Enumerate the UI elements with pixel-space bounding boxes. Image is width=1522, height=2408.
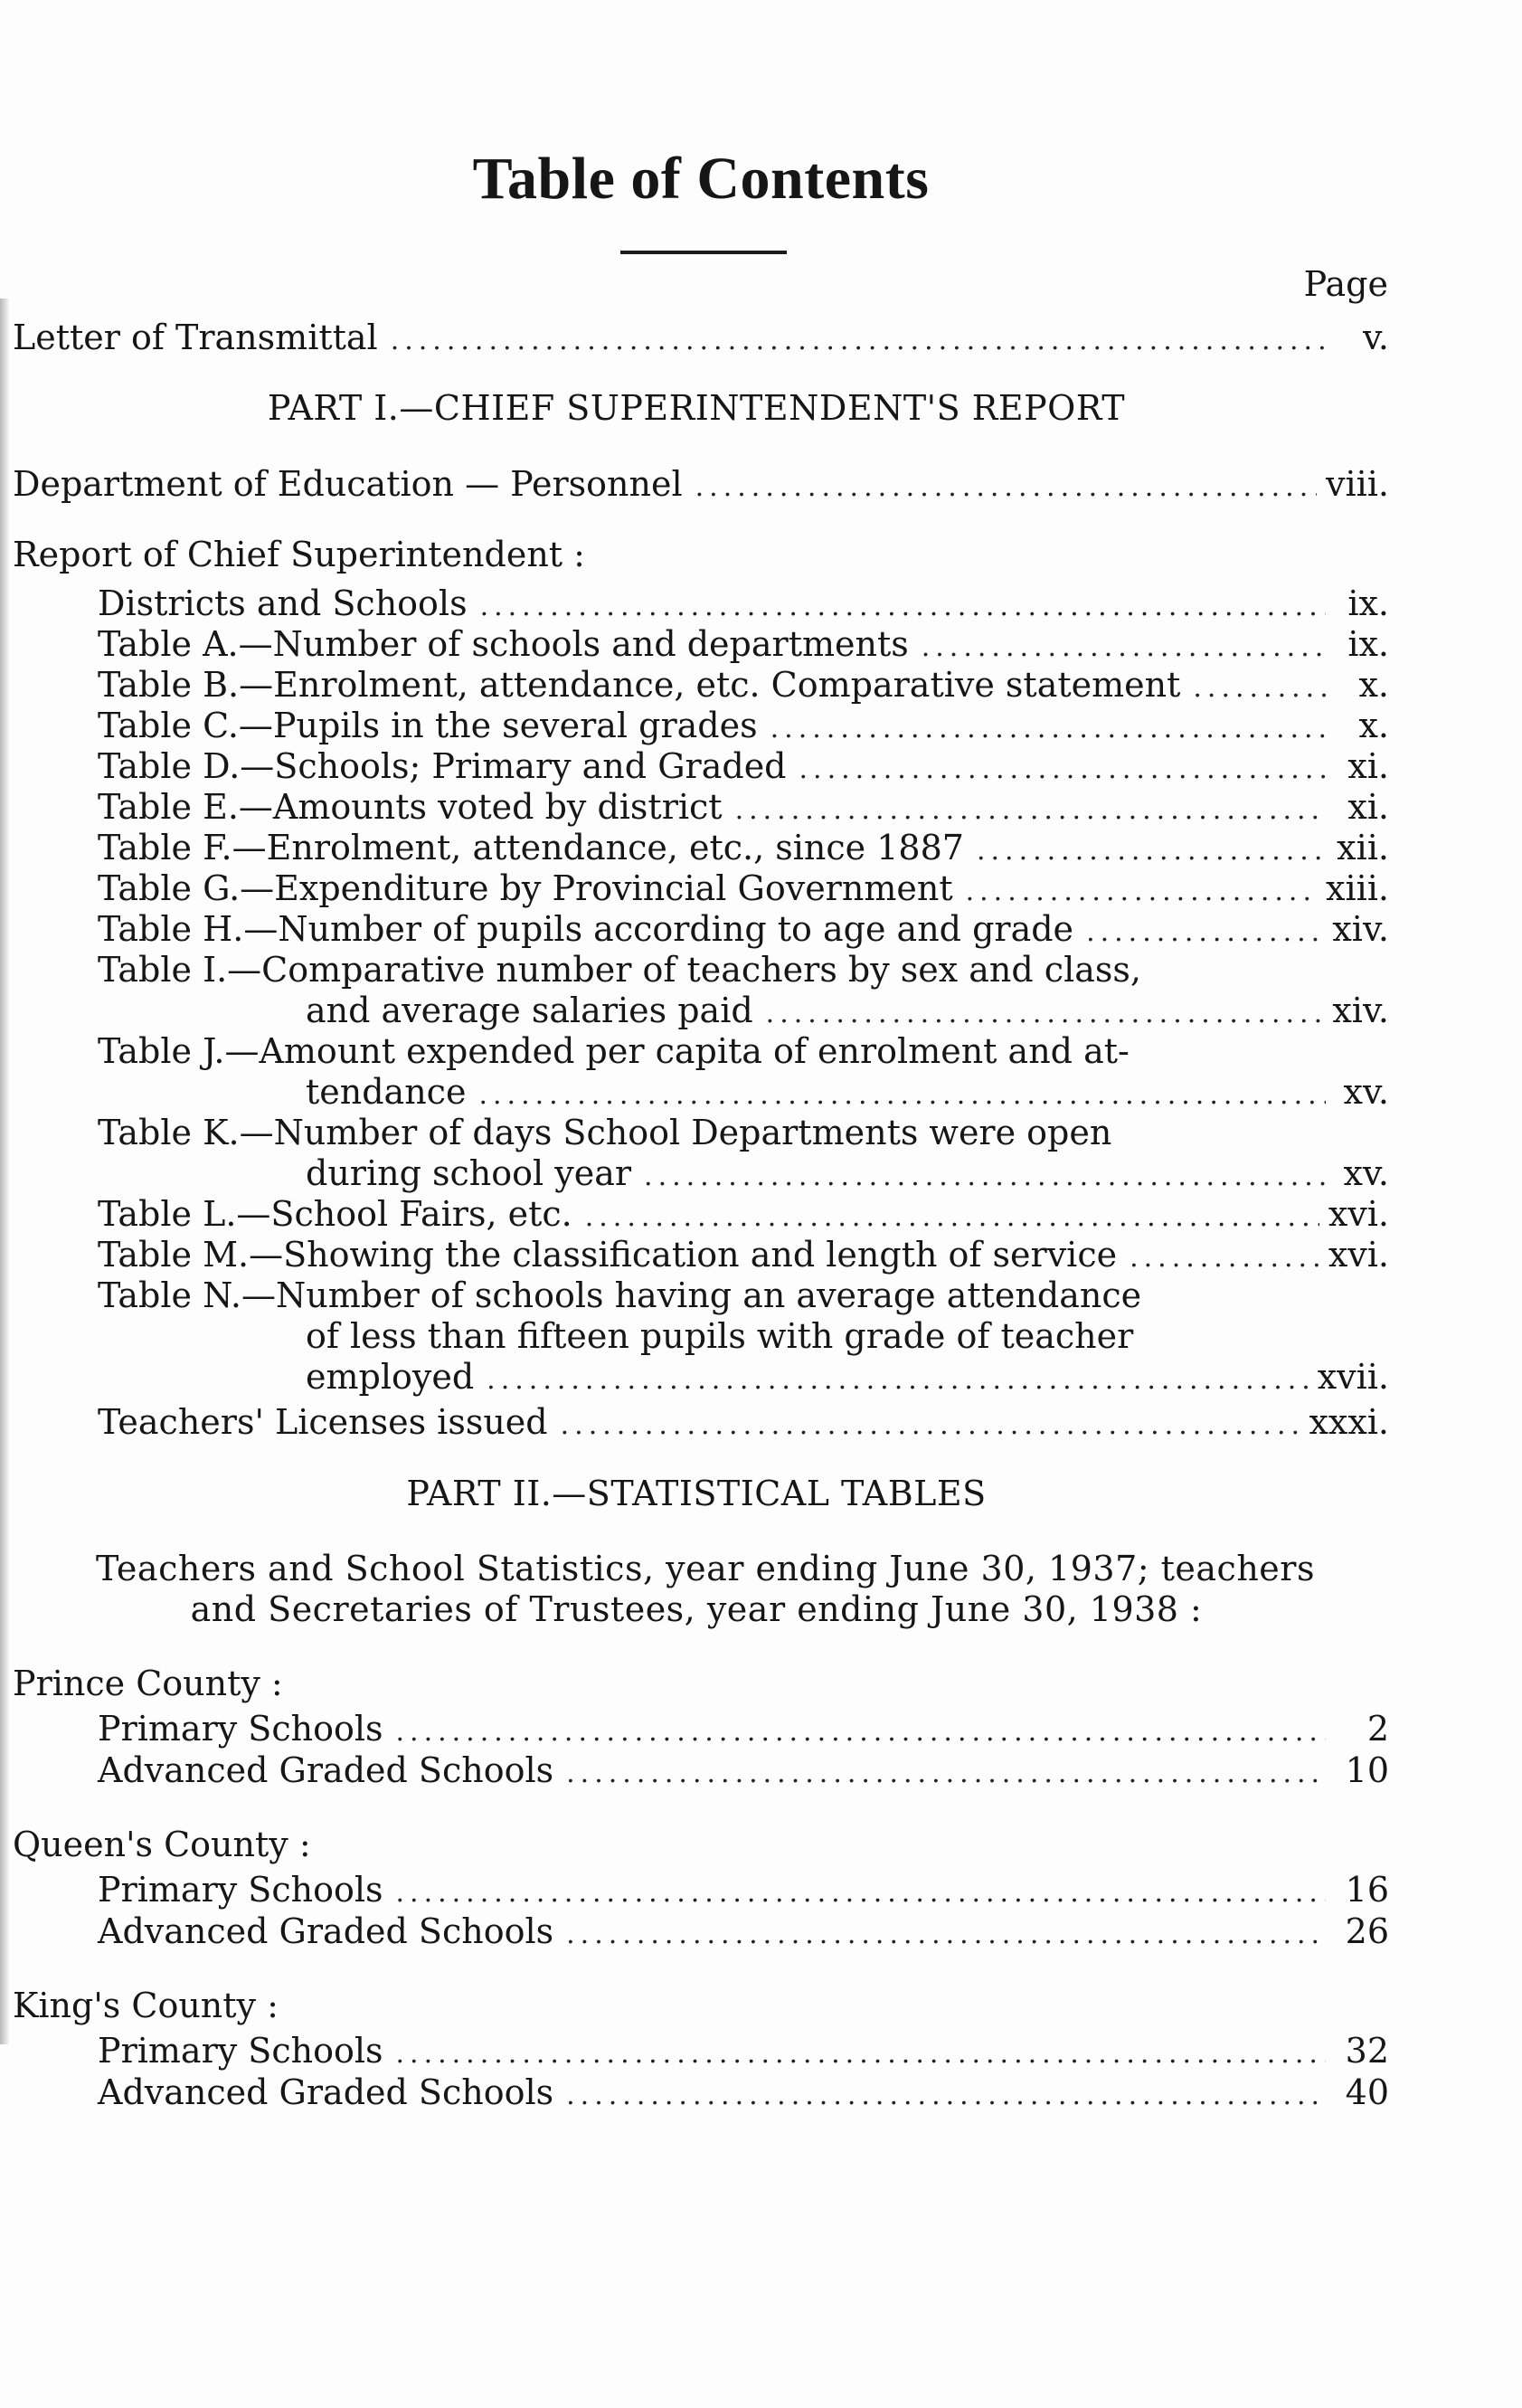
county-heading: Prince County :	[13, 1664, 283, 1703]
toc-entry-label: Table M.—Showing the classification and length of service	[98, 1235, 1118, 1275]
stats-intro-line2: and Secretaries of Trustees, year ending June 30, 1938 :	[190, 1589, 1203, 1629]
county-heading: Queen's County :	[13, 1825, 311, 1864]
toc-entry-page: xv.	[1343, 1072, 1389, 1112]
toc-entry-letter	[13, 315, 1389, 360]
toc-entry-table-k-line1: Table K.—Number of days School Departments were open	[98, 1113, 1112, 1152]
toc-entry-label: Advanced Graded Schools	[98, 1911, 554, 1951]
toc-entry-label: Table G.—Expenditure by Provincial Government	[98, 868, 953, 908]
toc-entry-label: Primary Schools	[98, 1870, 383, 1910]
toc-entry-table-k	[306, 1151, 1389, 1196]
report-heading: Report of Chief Superintendent :	[13, 535, 585, 574]
page-column-heading: Page	[1303, 264, 1388, 304]
toc-entry-label: Table L.—School Fairs, etc.	[98, 1194, 572, 1234]
toc-entry-page: ix.	[1347, 583, 1389, 623]
toc-entry-table	[98, 784, 1389, 830]
leader-dots	[566, 2073, 1326, 2119]
toc-entry-page: xvii.	[1317, 1357, 1389, 1397]
toc-entry-table-i	[306, 988, 1389, 1033]
toc-entry-county	[98, 2028, 1389, 2073]
stats-intro-line1: Teachers and School Statistics, year ending June 30, 1937; teachers	[96, 1549, 1315, 1588]
toc-entry-page: xii.	[1337, 828, 1389, 867]
toc-entry-label: Districts and Schools	[98, 583, 468, 623]
leader-dots	[561, 1403, 1300, 1448]
toc-entry-page: 40	[1345, 2072, 1389, 2112]
toc-entry-page: 2	[1366, 1709, 1389, 1749]
part1-heading: PART I.—CHIEF SUPERINTENDENT'S REPORT	[267, 388, 1126, 428]
toc-entry-page: 10	[1345, 1750, 1389, 1790]
toc-entry-page: xiv.	[1332, 991, 1389, 1030]
toc-entry-table-j	[306, 1069, 1389, 1114]
leader-dots	[566, 1912, 1326, 1958]
toc-entry-page: v.	[1362, 318, 1389, 357]
toc-entry-page: viii.	[1325, 464, 1389, 504]
toc-entry-page: ix.	[1347, 624, 1389, 664]
toc-entry-label: Table A.—Number of schools and departments	[98, 624, 909, 664]
leader-dots	[1130, 1236, 1319, 1281]
toc-entry-table-m	[98, 1232, 1389, 1277]
toc-entry-page: xi.	[1347, 746, 1389, 786]
leader-dots	[487, 1358, 1309, 1403]
toc-entry-label: Table B.—Enrolment, attendance, etc. Comparative statement	[98, 665, 1181, 705]
toc-entry-table-i-line1: Table I.—Comparative number of teachers by sex and class,	[98, 950, 1141, 990]
toc-entry-page: x.	[1358, 706, 1389, 745]
title-rule	[620, 251, 787, 254]
toc-entry-label: Advanced Graded Schools	[98, 2072, 554, 2112]
toc-entry-table-n-line2: of less than fifteen pupils with grade of teacher	[306, 1316, 1134, 1356]
part2-heading: PART II.—STATISTICAL TABLES	[406, 1474, 987, 1513]
toc-entry-label: Primary Schools	[98, 1709, 383, 1749]
toc-entry-table	[98, 621, 1389, 667]
toc-entry-table-n	[306, 1354, 1389, 1399]
county-heading: King's County :	[13, 1986, 279, 2025]
toc-entry-table	[98, 906, 1389, 952]
toc-entry-label: Table F.—Enrolment, attendance, etc., since 1887	[98, 828, 964, 867]
toc-entry-page: x.	[1358, 665, 1389, 705]
toc-entry-table	[98, 662, 1389, 707]
toc-entry-table-l	[98, 1191, 1389, 1237]
leader-dots	[695, 465, 1317, 510]
toc-entry-table	[98, 744, 1389, 789]
toc-entry-page: xi.	[1347, 787, 1389, 827]
toc-entry-page: xvi.	[1328, 1235, 1389, 1275]
toc-entry-county	[98, 1706, 1389, 1751]
toc-entry-table-n-line1: Table N.—Number of schools having an average attendance	[98, 1275, 1142, 1315]
toc-entry-label: Table E.—Amounts voted by district	[98, 787, 723, 827]
toc-entry-label: Table H.—Number of pupils according to age and grade	[98, 909, 1074, 949]
toc-entry-table-j-line1: Table J.—Amount expended per capita of enrolment and at-	[98, 1031, 1130, 1071]
toc-entry-county	[98, 1748, 1389, 1793]
toc-entry-page: xiv.	[1332, 909, 1389, 949]
toc-entry-table	[98, 825, 1389, 870]
toc-entry-label: Advanced Graded Schools	[98, 1750, 554, 1790]
toc-entry-table	[98, 703, 1389, 748]
toc-entry-table	[98, 866, 1389, 911]
toc-entry-label: tendance	[306, 1072, 467, 1112]
toc-entry-label: and average salaries paid	[306, 991, 753, 1030]
toc-entry-licenses	[98, 1399, 1389, 1445]
toc-entry-label: Table D.—Schools; Primary and Graded	[98, 746, 787, 786]
toc-entry-label: Department of Education — Personnel	[13, 464, 683, 504]
toc-entry-label: Primary Schools	[98, 2031, 383, 2071]
toc-entry-label: Letter of Transmittal	[13, 318, 378, 357]
toc-entry-page: xxxi.	[1309, 1402, 1389, 1442]
toc-entry-page: xv.	[1343, 1153, 1389, 1193]
toc-entry-page: 16	[1345, 1870, 1389, 1910]
toc-entry-page: xvi.	[1328, 1194, 1389, 1234]
toc-entry-page: xiii.	[1326, 868, 1389, 908]
toc-entry-county	[98, 1867, 1389, 1912]
toc-entry-label: during school year	[306, 1153, 632, 1193]
leader-dots	[566, 1751, 1326, 1797]
toc-entry-districts	[98, 581, 1389, 626]
toc-entry-label: Table C.—Pupils in the several grades	[98, 706, 758, 745]
toc-entry-county	[98, 2070, 1389, 2115]
toc-entry-department	[13, 461, 1389, 507]
toc-entry-county	[98, 1909, 1389, 1954]
toc-entry-label: Teachers' Licenses issued	[98, 1402, 548, 1442]
toc-entry-label: employed	[306, 1357, 475, 1397]
page-edge-shadow	[0, 299, 9, 2044]
page-title: Table of Contents	[472, 146, 930, 212]
toc-entry-page: 26	[1345, 1911, 1389, 1951]
leader-dots	[391, 318, 1326, 364]
toc-entry-page: 32	[1345, 2031, 1389, 2071]
